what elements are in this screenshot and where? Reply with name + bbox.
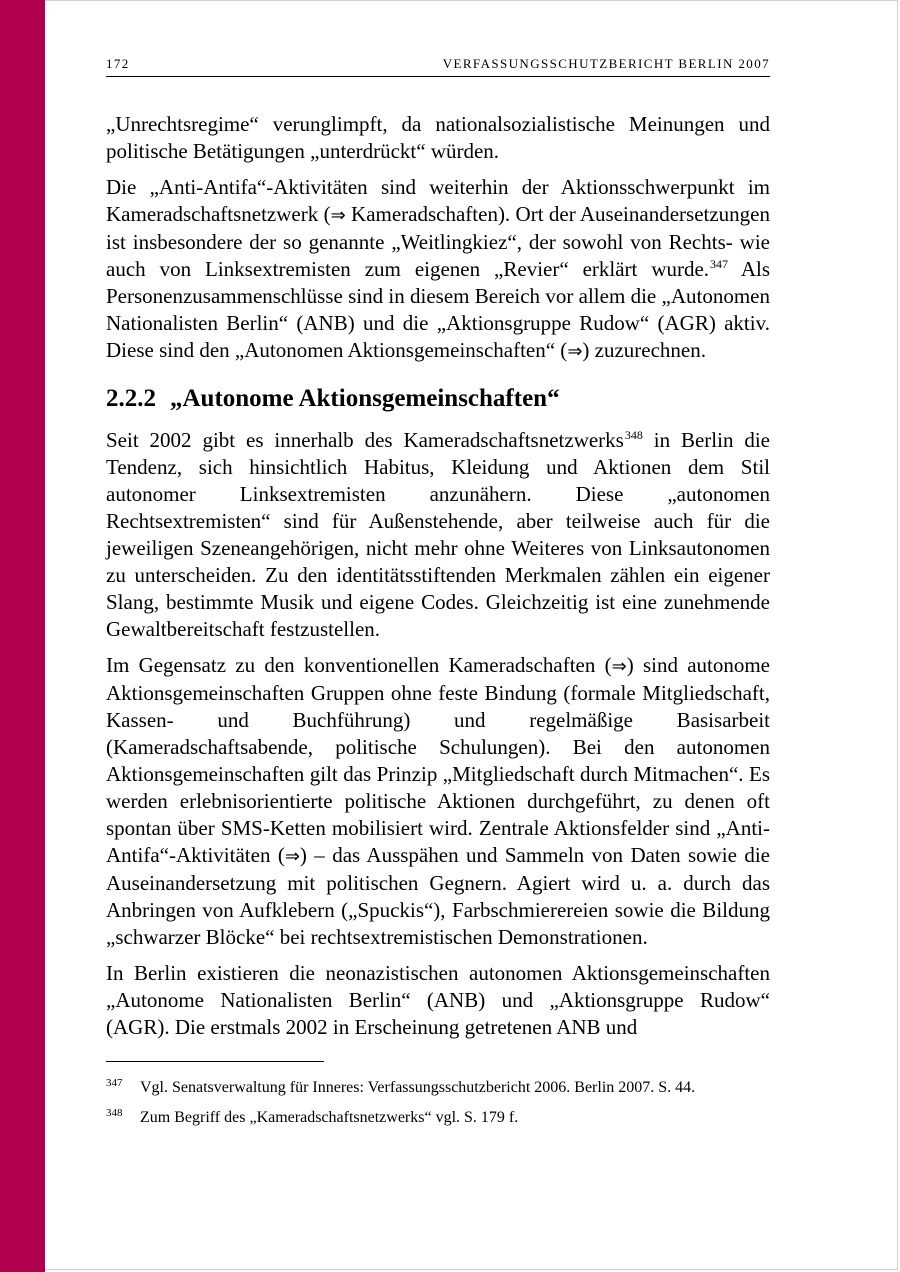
footnote-number: 347 <box>106 1077 123 1089</box>
footnote-text: Zum Begriff des „Kameradschaftsnetzwerks“ vgl. S. 179 f. <box>140 1109 519 1126</box>
section-number: 2.2.2 <box>106 385 156 412</box>
paragraph-2 <box>106 174 770 365</box>
footnote <box>106 1078 770 1098</box>
paragraph-3 <box>106 427 770 643</box>
paragraph-4 <box>106 652 770 951</box>
arrow-icon: ⇒ <box>611 656 627 677</box>
section-title: „Autonome Aktionsgemeinschaften“ <box>170 385 560 412</box>
text-span: Seit 2002 gibt es innerhalb des Kameradschaftsnetzwerks <box>106 428 624 452</box>
footnote-text: Vgl. Senatsverwaltung für Inneres: Verfassungsschutzbericht 2006. Berlin 2007. S. 44. <box>140 1079 696 1096</box>
text-span: Die „Anti-Antifa“-Aktivitäten sind weiterhin der Aktionsschwerpunkt im Kameradschaftsnetzwerk ( <box>106 175 770 226</box>
running-header <box>106 58 770 77</box>
footnote-ref-348[interactable]: 348 <box>624 428 643 442</box>
footnote <box>106 1108 770 1128</box>
text-span: Als Personenzusammenschlüsse sind in diesem Bereich vor allem die „Autonomen Nationalisten Berlin“ (ANB) und die „Aktionsgruppe Rudow“ (AGR) aktiv. Diese sind den „Autonomen Aktionsgemeinschaften“ ( <box>106 257 770 362</box>
page-content <box>106 58 770 1138</box>
text-span: Kameradschaften). Ort der Auseinandersetzungen ist insbesondere der so genannte „Weitlingkiez“, der sowohl von Rechts- wie auch von Linksextremisten zum eigenen „Revier“ erklärt wurde. <box>106 202 770 281</box>
text-span: ) sind autonome Aktionsgemeinschaften Gruppen ohne feste Bindung (formale Mitgliedschaft, Kassen- und Buchführung) und regelmäßige Basisarbeit (Kameradschaftsabende, politische Schulungen). Bei den autonomen Aktionsgemeinschaften gilt das Prinzip „Mitgliedschaft durch Mitmachen“. Es werden erlebnisorientierte politische Aktionen durchgeführt, zu denen oft spontan über SMS-Ketten mobilisiert wird. Zentrale Aktionsfelder sind „Anti-Antifa“-Aktivitäten ( <box>106 653 771 867</box>
text-span: in Berlin die Tendenz, sich hinsichtlich Habitus, Kleidung und Aktionen dem Stil autonomer Linksextremisten anzunähern. Diese „autonomen Rechtsextremisten“ sind für Außenstehende, aber teilweise auch für die jeweiligen Szeneangehörigen, nicht mehr ohne Weiteres von Linksautonomen zu unterscheiden. Zu den identitätsstiftenden Merkmalen zählen ein eigener Slang, bestimmte Musik und eigene Codes. Gleichzeitig ist eine zunehmende Gewaltbereitschaft festzustellen. <box>106 428 771 641</box>
side-color-band <box>0 0 45 1272</box>
text-span: ) – das Ausspähen und Sammeln von Daten sowie die Auseinandersetzung mit politischen Gegnern. Agiert wird u. a. durch das Anbringen von Aufklebern („Spuckis“), Farbschmierereien sowie die Bildung „schwarzer Blöcke“ bei rechtsextremistischen Demonstrationen. <box>106 843 771 949</box>
footnote-ref-347[interactable]: 347 <box>710 257 729 271</box>
text-span: ) zuzurechnen. <box>582 338 706 362</box>
page-number: 172 <box>106 56 130 71</box>
paragraph-5: In Berlin existieren die neonazistischen autonomen Aktionsgemeinschaften „Autonome Nationalisten Berlin“ (ANB) und „Aktionsgruppe Rudow“ (AGR). Die erstmals 2002 in Erscheinung getretenen ANB und <box>106 961 770 1039</box>
text-span: Im Gegensatz zu den konventionellen Kameradschaften ( <box>106 653 612 677</box>
arrow-icon: ⇒ <box>567 341 583 362</box>
running-title: VERFASSUNGSSCHUTZBERICHT BERLIN 2007 <box>442 56 770 71</box>
arrow-icon: ⇒ <box>330 205 346 226</box>
footnote-number: 348 <box>106 1107 123 1119</box>
footnote-divider <box>106 1061 324 1062</box>
section-heading <box>106 384 770 414</box>
body-text <box>106 111 770 1041</box>
paragraph-1: „Unrechtsregime“ verunglimpft, da nationalsozialistische Meinungen und politische Betätigungen „unterdrückt“ würden. <box>106 112 770 163</box>
arrow-icon: ⇒ <box>284 846 300 867</box>
